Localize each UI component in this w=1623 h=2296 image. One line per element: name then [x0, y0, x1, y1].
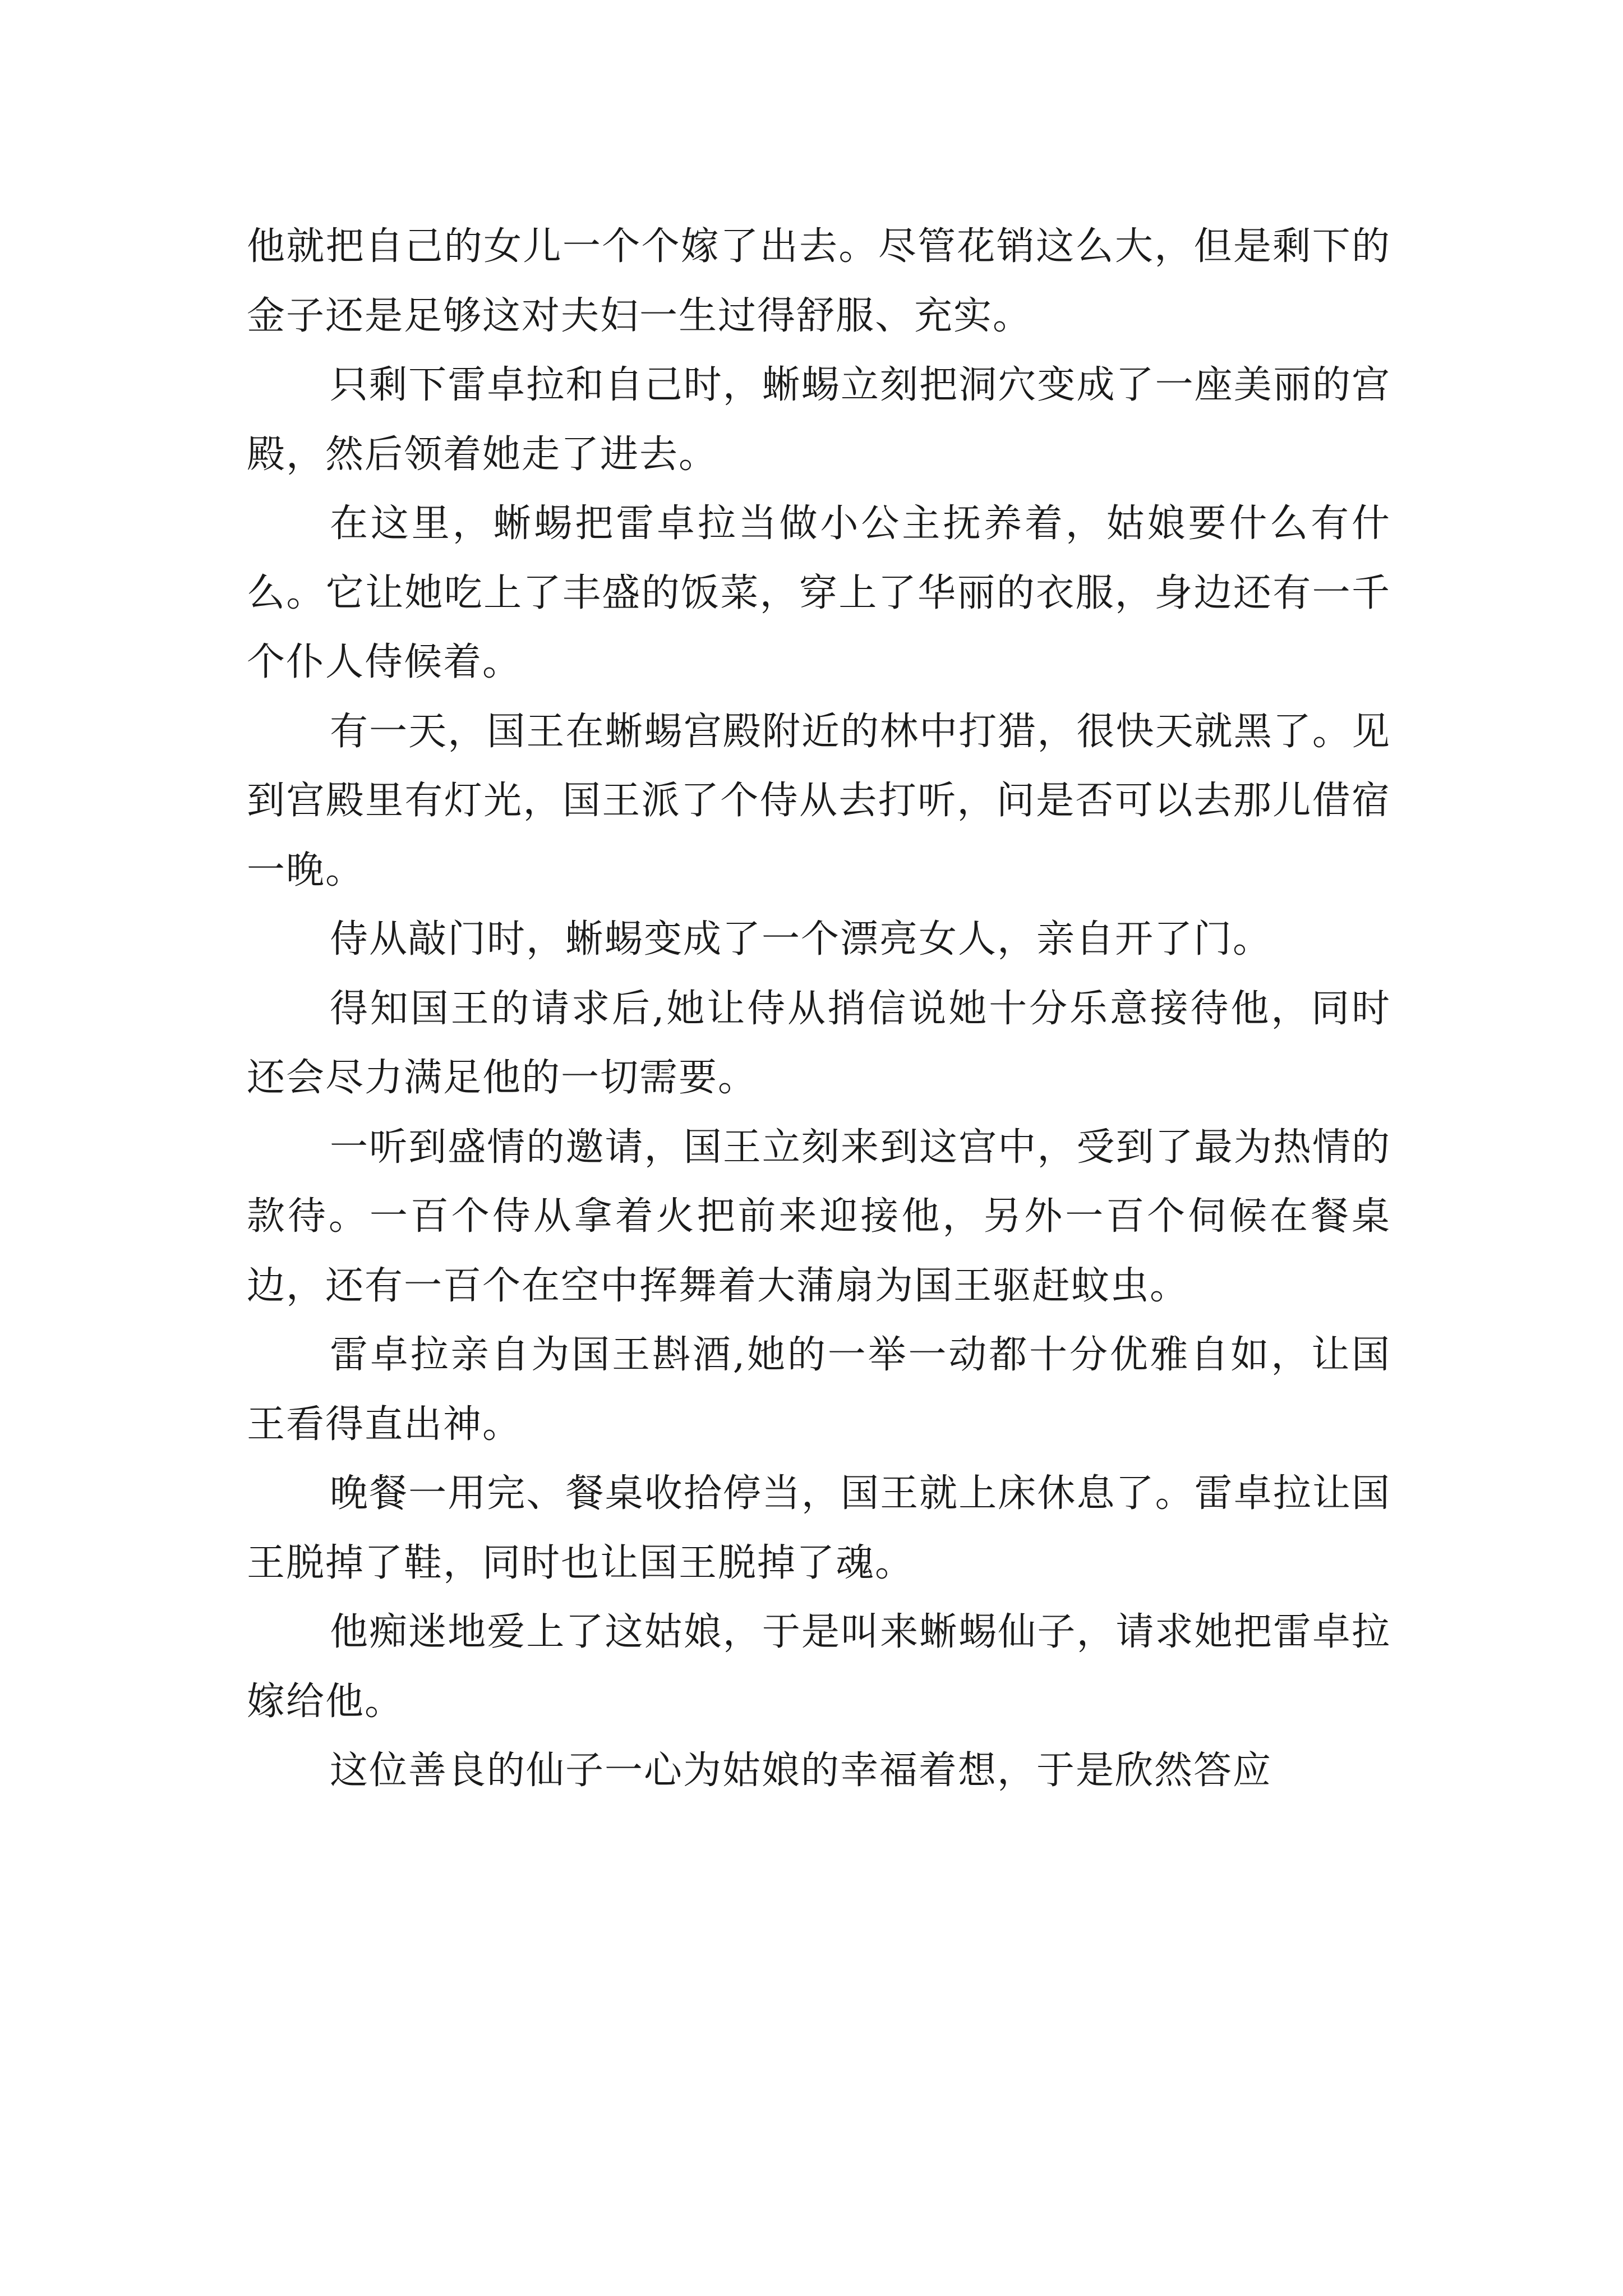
paragraph: 得知国王的请求后,她让侍从捎信说她十分乐意接待他，同时还会尽力满足他的一切需要。 — [247, 986, 1391, 1100]
paragraph: 一听到盛情的邀请，国王立刻来到这宫中，受到了最为热情的款待。一百个侍从拿着火把前来迎接他，另外一百个伺候在餐桌边，还有一百个在空中挥舞着大蒲扇为国王驱赶蚊虫。 — [247, 1125, 1391, 1308]
paragraph: 这位善良的仙子一心为姑娘的幸福着想，于是欣然答应 — [330, 1749, 1272, 1793]
paragraph: 他就把自己的女儿一个个嫁了出去。尽管花销这么大，但是剩下的金子还是足够这对夫妇一生过得舒服、充实。 — [247, 224, 1391, 338]
paragraph: 他痴迷地爱上了这姑娘，于是叫来蜥蜴仙子，请求她把雷卓拉嫁给他。 — [247, 1610, 1391, 1724]
paragraph: 在这里，蜥蜴把雷卓拉当做小公主抚养着，姑娘要什么有什么。它让她吃上了丰盛的饭菜，穿上了华丽的衣服，身边还有一千个仆人侍候着。 — [247, 501, 1391, 684]
paragraph: 有一天，国王在蜥蜴宫殿附近的林中打猎，很快天就黑了。见到宫殿里有灯光，国王派了个侍从去打听，问是否可以去那儿借宿一晚。 — [247, 709, 1391, 892]
paragraph: 侍从敲门时，蜥蜴变成了一个漂亮女人，亲自开了门。 — [330, 917, 1272, 961]
paragraph: 只剩下雷卓拉和自己时，蜥蜴立刻把洞穴变成了一座美丽的宫殿，然后领着她走了进去。 — [247, 363, 1391, 477]
paragraph: 雷卓拉亲自为国王斟酒,她的一举一动都十分优雅自如，让国王看得直出神。 — [247, 1333, 1391, 1447]
body-text — [247, 212, 1391, 1806]
paragraph: 晚餐一用完、餐桌收拾停当，国王就上床休息了。雷卓拉让国王脱掉了鞋，同时也让国王脱掉了魂。 — [247, 1471, 1391, 1585]
